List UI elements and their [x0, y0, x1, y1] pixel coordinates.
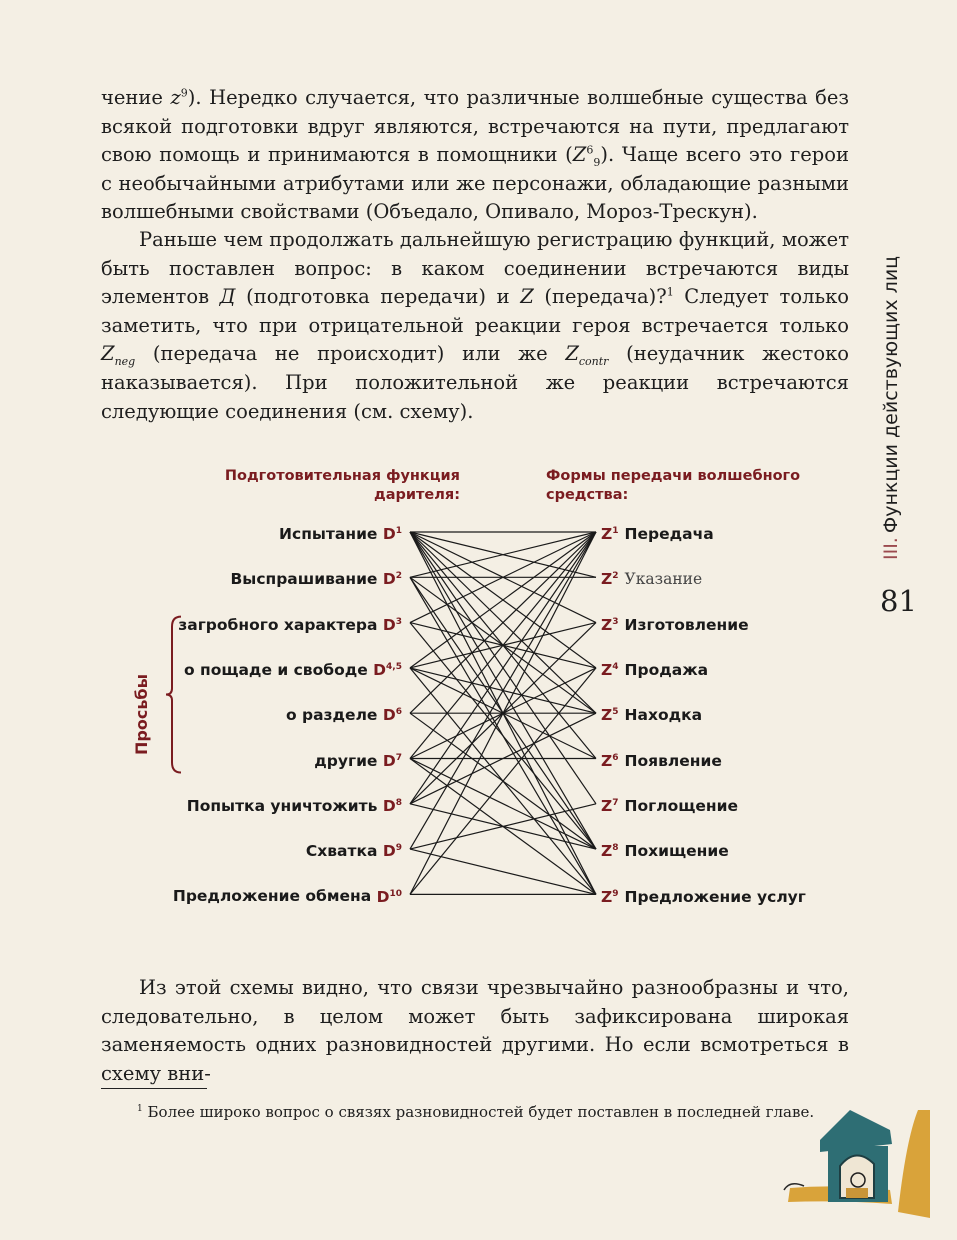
left-function-6	[314, 748, 402, 771]
right-form-code: $Z^2$	[601, 570, 619, 589]
footnote-divider	[101, 1088, 207, 1089]
left-function-3	[178, 612, 402, 635]
left-function-name: Испытание	[279, 525, 378, 544]
group-label-requests: Просьбы	[132, 673, 151, 755]
connection-line	[410, 759, 596, 850]
left-function-4	[184, 657, 402, 680]
left-function-code: $D^2$	[382, 570, 402, 589]
left-function-code: $D^3$	[382, 615, 402, 634]
right-column-header: Формы передачи волшебного средства:	[546, 468, 801, 503]
right-form-1	[601, 521, 714, 544]
right-form-code: $Z^7$	[601, 796, 619, 815]
right-form-6	[601, 748, 722, 771]
right-form-name: Изготовление	[624, 615, 749, 634]
right-form-code: $Z^8$	[601, 842, 619, 861]
footnote-ref: 1	[666, 285, 674, 299]
paragraph-2: Раньше чем продолжать дальнейшую регистрацию функций, может быть поставлен вопрос: в каком соединении встречаются виды элементов Д (подготовка передачи) и Z (передача)?$^1$ Следует только заметить, что при отрицательной реакции героя встречается только $Z_{neg}$ (передача не происходит) или же $Z_{contr}$ (неудачник жестоко наказывается). При положительной же реакции встречаются следующие соединения (см. схему).	[101, 228, 850, 423]
connection-line	[410, 623, 596, 850]
connection-line	[410, 849, 596, 894]
page-number: 81	[880, 584, 917, 618]
right-form-5	[601, 702, 702, 725]
left-function-1	[279, 521, 402, 544]
left-function-name: Предложение обмена	[172, 887, 372, 906]
right-form-code: $Z^1$	[601, 525, 619, 544]
left-function-name: Попытка уничтожить	[186, 796, 378, 815]
right-form-9	[601, 883, 806, 906]
right-form-code: $Z^3$	[601, 615, 619, 634]
left-function-5	[286, 702, 402, 725]
right-form-2	[601, 566, 702, 589]
house-illustration-icon	[780, 1100, 930, 1220]
left-function-code: $D^1$	[382, 525, 402, 544]
right-form-code: $Z^6$	[601, 751, 619, 770]
right-form-4	[601, 657, 708, 680]
right-form-name: Предложение услуг	[624, 887, 806, 906]
paragraph-3: Из этой схемы видно, что связи чрезвычайно разнообразны и что, следовательно, в целом может быть зафиксирована широкая заменяемость одних разновидностей другими. Но если всмотреться в схему вни-	[101, 976, 849, 1085]
left-function-7	[187, 793, 402, 816]
left-function-name: другие	[314, 751, 378, 770]
right-form-code: $Z^4$	[601, 661, 619, 680]
left-function-code: $D^8$	[382, 796, 402, 815]
left-function-name: о разделе	[285, 706, 378, 725]
right-form-3	[601, 612, 749, 635]
right-form-code: $Z^9$	[601, 887, 619, 906]
right-form-name: Похищение	[624, 842, 729, 861]
left-function-code: $D^7$	[382, 751, 402, 770]
left-function-code: $D^9$	[382, 842, 402, 861]
right-form-name: Появление	[624, 751, 722, 770]
right-form-name: Продажа	[624, 661, 709, 680]
left-function-name: Схватка	[305, 842, 378, 861]
left-function-code: D$^{4,5}$	[373, 661, 402, 680]
right-form-7	[601, 793, 738, 816]
left-function-code: $D^6$	[382, 706, 402, 725]
chapter-number: III.	[880, 537, 902, 560]
connection-diagram	[0, 455, 957, 925]
left-function-8	[306, 838, 402, 861]
left-function-name: Выспрашивание	[230, 570, 378, 589]
left-function-2	[230, 566, 402, 589]
footnote: $^1$ Более широко вопрос о связях разновидностей будет поставлен в последней главе.	[137, 1103, 815, 1121]
right-form-name: Указание	[624, 570, 703, 589]
right-form-code: $Z^5$	[601, 706, 619, 725]
left-column-header: Подготовительная функция дарителя:	[224, 468, 460, 503]
paragraph-1: чение $z^9$). Нередко случается, что различные волшебные существа без всякой подготовки вдруг являются, встречаются на пути, предлагают свою помощь и принимаются в помощники $(Z^6_9)$. Чаще всего это герои с необычайными атрибутами или же персонажи, обладающие разными волшебными свойствами (Объедало, Опивало, Мороз-Трескун).	[101, 86, 850, 224]
left-function-name: о пощаде и свободе	[183, 661, 368, 680]
right-form-name: Передача	[624, 525, 714, 544]
group-bracket	[166, 617, 181, 773]
left-function-9	[173, 883, 402, 906]
right-form-8	[601, 838, 729, 861]
chapter-title: Функции действующих лиц	[880, 255, 902, 534]
right-form-name: Находка	[624, 706, 703, 725]
left-function-name: загробного характера	[178, 615, 378, 634]
left-function-code: $D^{10}$	[376, 887, 402, 906]
right-form-name: Поглощение	[624, 796, 738, 815]
